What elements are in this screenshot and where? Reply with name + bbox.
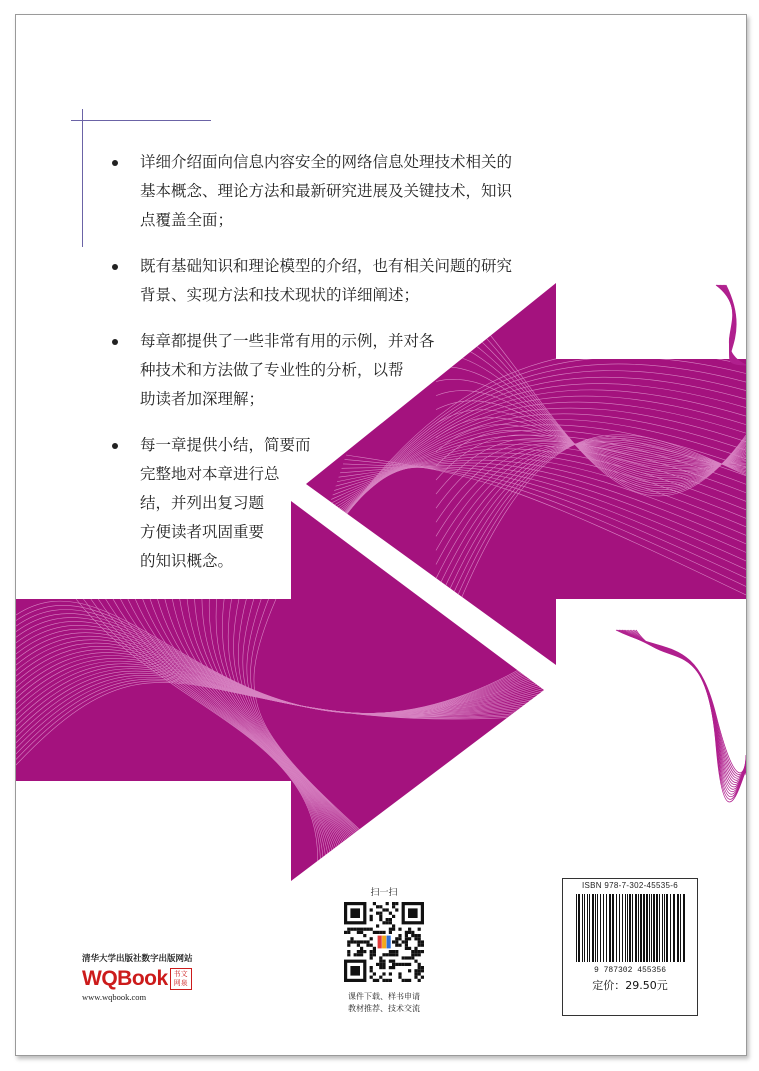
qr-title: 扫一扫 (370, 888, 398, 898)
wave-curve (628, 630, 746, 789)
wave-curve (721, 285, 746, 365)
bullet-dot-icon (112, 160, 118, 166)
wave-curve (724, 285, 746, 365)
wave-curve (723, 285, 746, 365)
publisher-name: 清华大学出版社数字出版网站 (82, 954, 193, 964)
decorative-vertical-line (82, 109, 83, 247)
feature-text: 既有基础知识和理论模型的介绍，也有相关问题的研究 背景、实现方法和技术现状的详细阐述； (140, 257, 513, 304)
isbn-number: ISBN 978-7-302-45535-6 (582, 881, 678, 890)
price-label: 定价：29.50元 (592, 979, 668, 992)
barcode-digits: 9 787302 455356 (593, 966, 667, 974)
wave-curve (631, 630, 746, 794)
wave-curve (636, 630, 746, 802)
feature-item (112, 327, 512, 414)
wave-curve (722, 285, 746, 365)
feature-item (112, 431, 512, 576)
publisher-block (82, 952, 212, 1002)
feature-text: 每一章提供小结，简要而 完整地对本章进行总 结，并列出复习题 方便读者巩固重要 的知识概念。 (140, 436, 311, 570)
qr-section (339, 885, 429, 1015)
feature-text: 详细介绍面向信息内容安全的网络信息处理技术相关的 基本概念、理论方法和最新研究进展及关键技术，知识 点覆盖全面； (140, 153, 513, 229)
feature-item (112, 252, 512, 310)
wave-curve (624, 630, 746, 782)
wave-curve (616, 630, 746, 773)
qr-code-icon[interactable] (344, 902, 424, 982)
bullet-dot-icon (112, 443, 118, 449)
decorative-horizontal-line (71, 120, 211, 121)
feature-list (112, 148, 512, 593)
isbn-barcode-block (562, 878, 698, 1016)
wave-curve (619, 630, 746, 776)
barcode-icon (570, 892, 690, 974)
feature-text: 每章都提供了一些非常有用的示例，并对各 种技术和方法做了专业性的分析，以帮 助读者加深理解； (140, 332, 435, 408)
qr-caption: 课件下载、样书申请 教材推荐、技术交流 (348, 992, 420, 1013)
book-back-cover (15, 14, 747, 1056)
logo-seal-icon: 书文 网泉 (170, 968, 192, 990)
feature-item (112, 148, 512, 235)
bullet-dot-icon (112, 264, 118, 270)
wave-curve (625, 630, 746, 785)
publisher-url[interactable]: www.wqbook.com (82, 992, 147, 1002)
bullet-dot-icon (112, 339, 118, 345)
logo-text: WQBook (82, 967, 168, 990)
publisher-logo (82, 967, 212, 991)
